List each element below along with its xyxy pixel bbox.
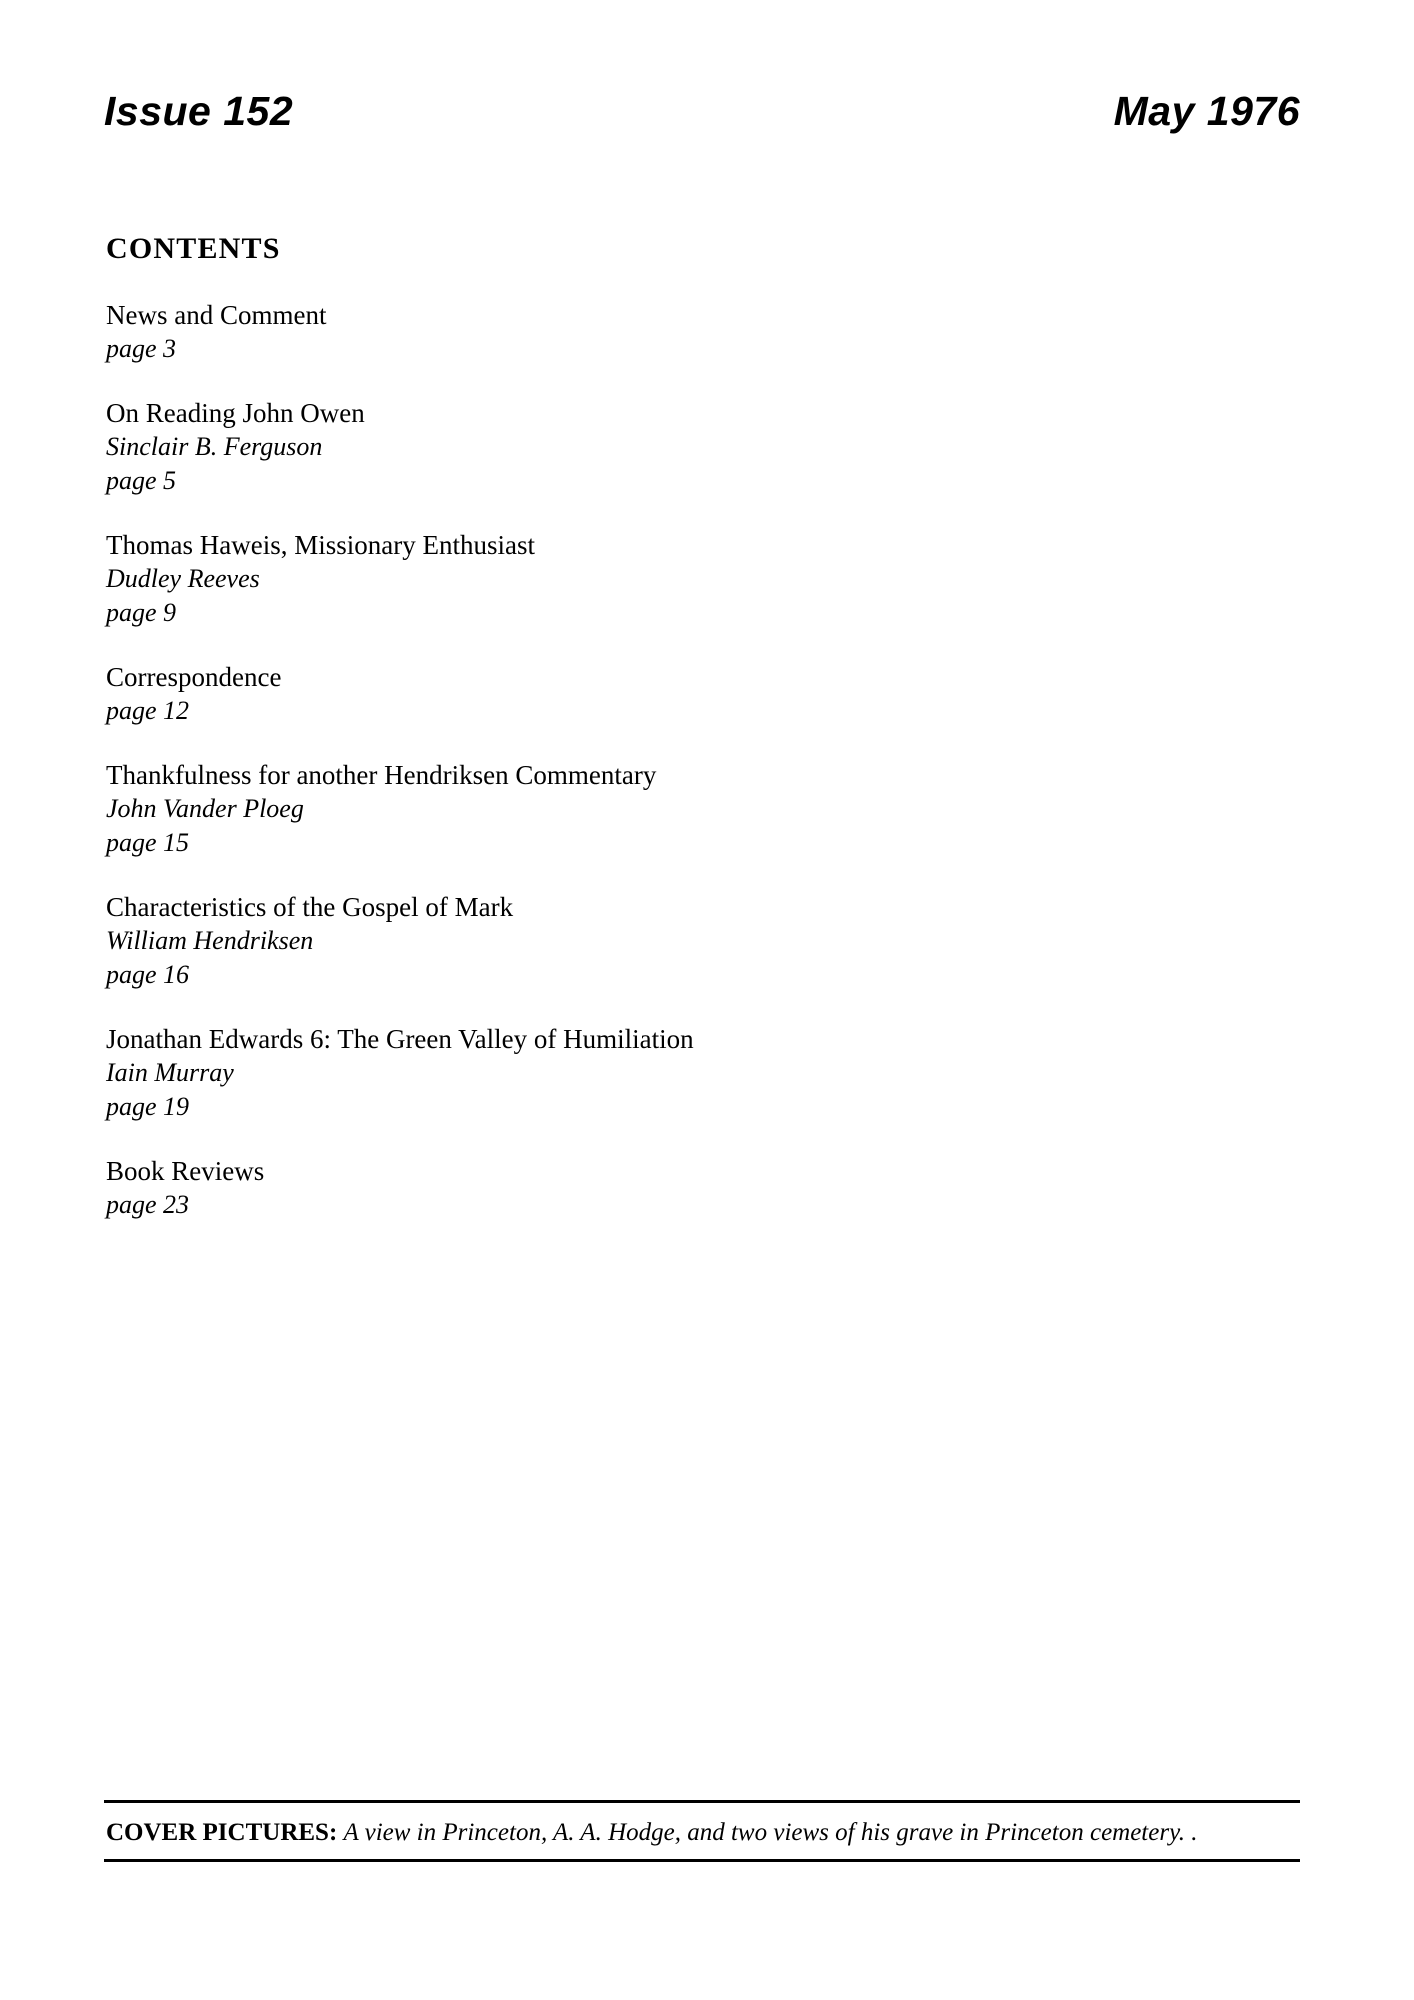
entry-author: William Hendriksen (106, 926, 314, 955)
cover-pictures-label: COVER PICTURES: (106, 1819, 338, 1846)
masthead (104, 88, 1300, 135)
list-item (106, 1022, 1206, 1124)
list-item (106, 758, 1206, 860)
entry-author: Sinclair B. Ferguson (106, 432, 323, 461)
divider-bottom (104, 1859, 1300, 1862)
entry-page: page 3 (106, 334, 177, 363)
entry-page: page 16 (106, 960, 190, 989)
entry-title: On Reading John Owen (106, 398, 365, 428)
cover-pictures-description: A view in Princeton, A. A. Hodge, and two views of his grave in Princeton cemetery. . (343, 1819, 1198, 1846)
entry-title: News and Comment (106, 300, 327, 330)
contents-heading: CONTENTS (106, 232, 281, 265)
entry-title: Characteristics of the Gospel of Mark (106, 892, 514, 922)
entry-author: John Vander Ploeg (106, 794, 304, 823)
list-item (106, 890, 1206, 992)
list-item (106, 660, 1206, 728)
entry-author: Iain Murray (106, 1058, 234, 1087)
entry-title: Jonathan Edwards 6: The Green Valley of Humiliation (106, 1024, 694, 1054)
entry-author: Dudley Reeves (106, 564, 260, 593)
entry-page: page 19 (106, 1092, 190, 1121)
table-of-contents (106, 298, 1206, 1252)
cover-pictures-text (104, 1803, 1300, 1859)
entry-title: Thomas Haweis, Missionary Enthusiast (106, 530, 535, 560)
entry-page: page 5 (106, 466, 177, 495)
entry-page: page 12 (106, 696, 190, 725)
list-item (106, 528, 1206, 630)
entry-title: Correspondence (106, 662, 282, 692)
entry-page: page 15 (106, 828, 190, 857)
list-item (106, 298, 1206, 366)
list-item (106, 1154, 1206, 1222)
issue-date: May 1976 (1113, 88, 1300, 134)
list-item (106, 396, 1206, 498)
cover-pictures-footer (104, 1800, 1300, 1862)
issue-number: Issue 152 (104, 88, 294, 134)
entry-page: page 9 (106, 598, 177, 627)
entry-title: Thankfulness for another Hendriksen Commentary (106, 760, 657, 790)
entry-page: page 23 (106, 1190, 190, 1219)
entry-title: Book Reviews (106, 1156, 265, 1186)
